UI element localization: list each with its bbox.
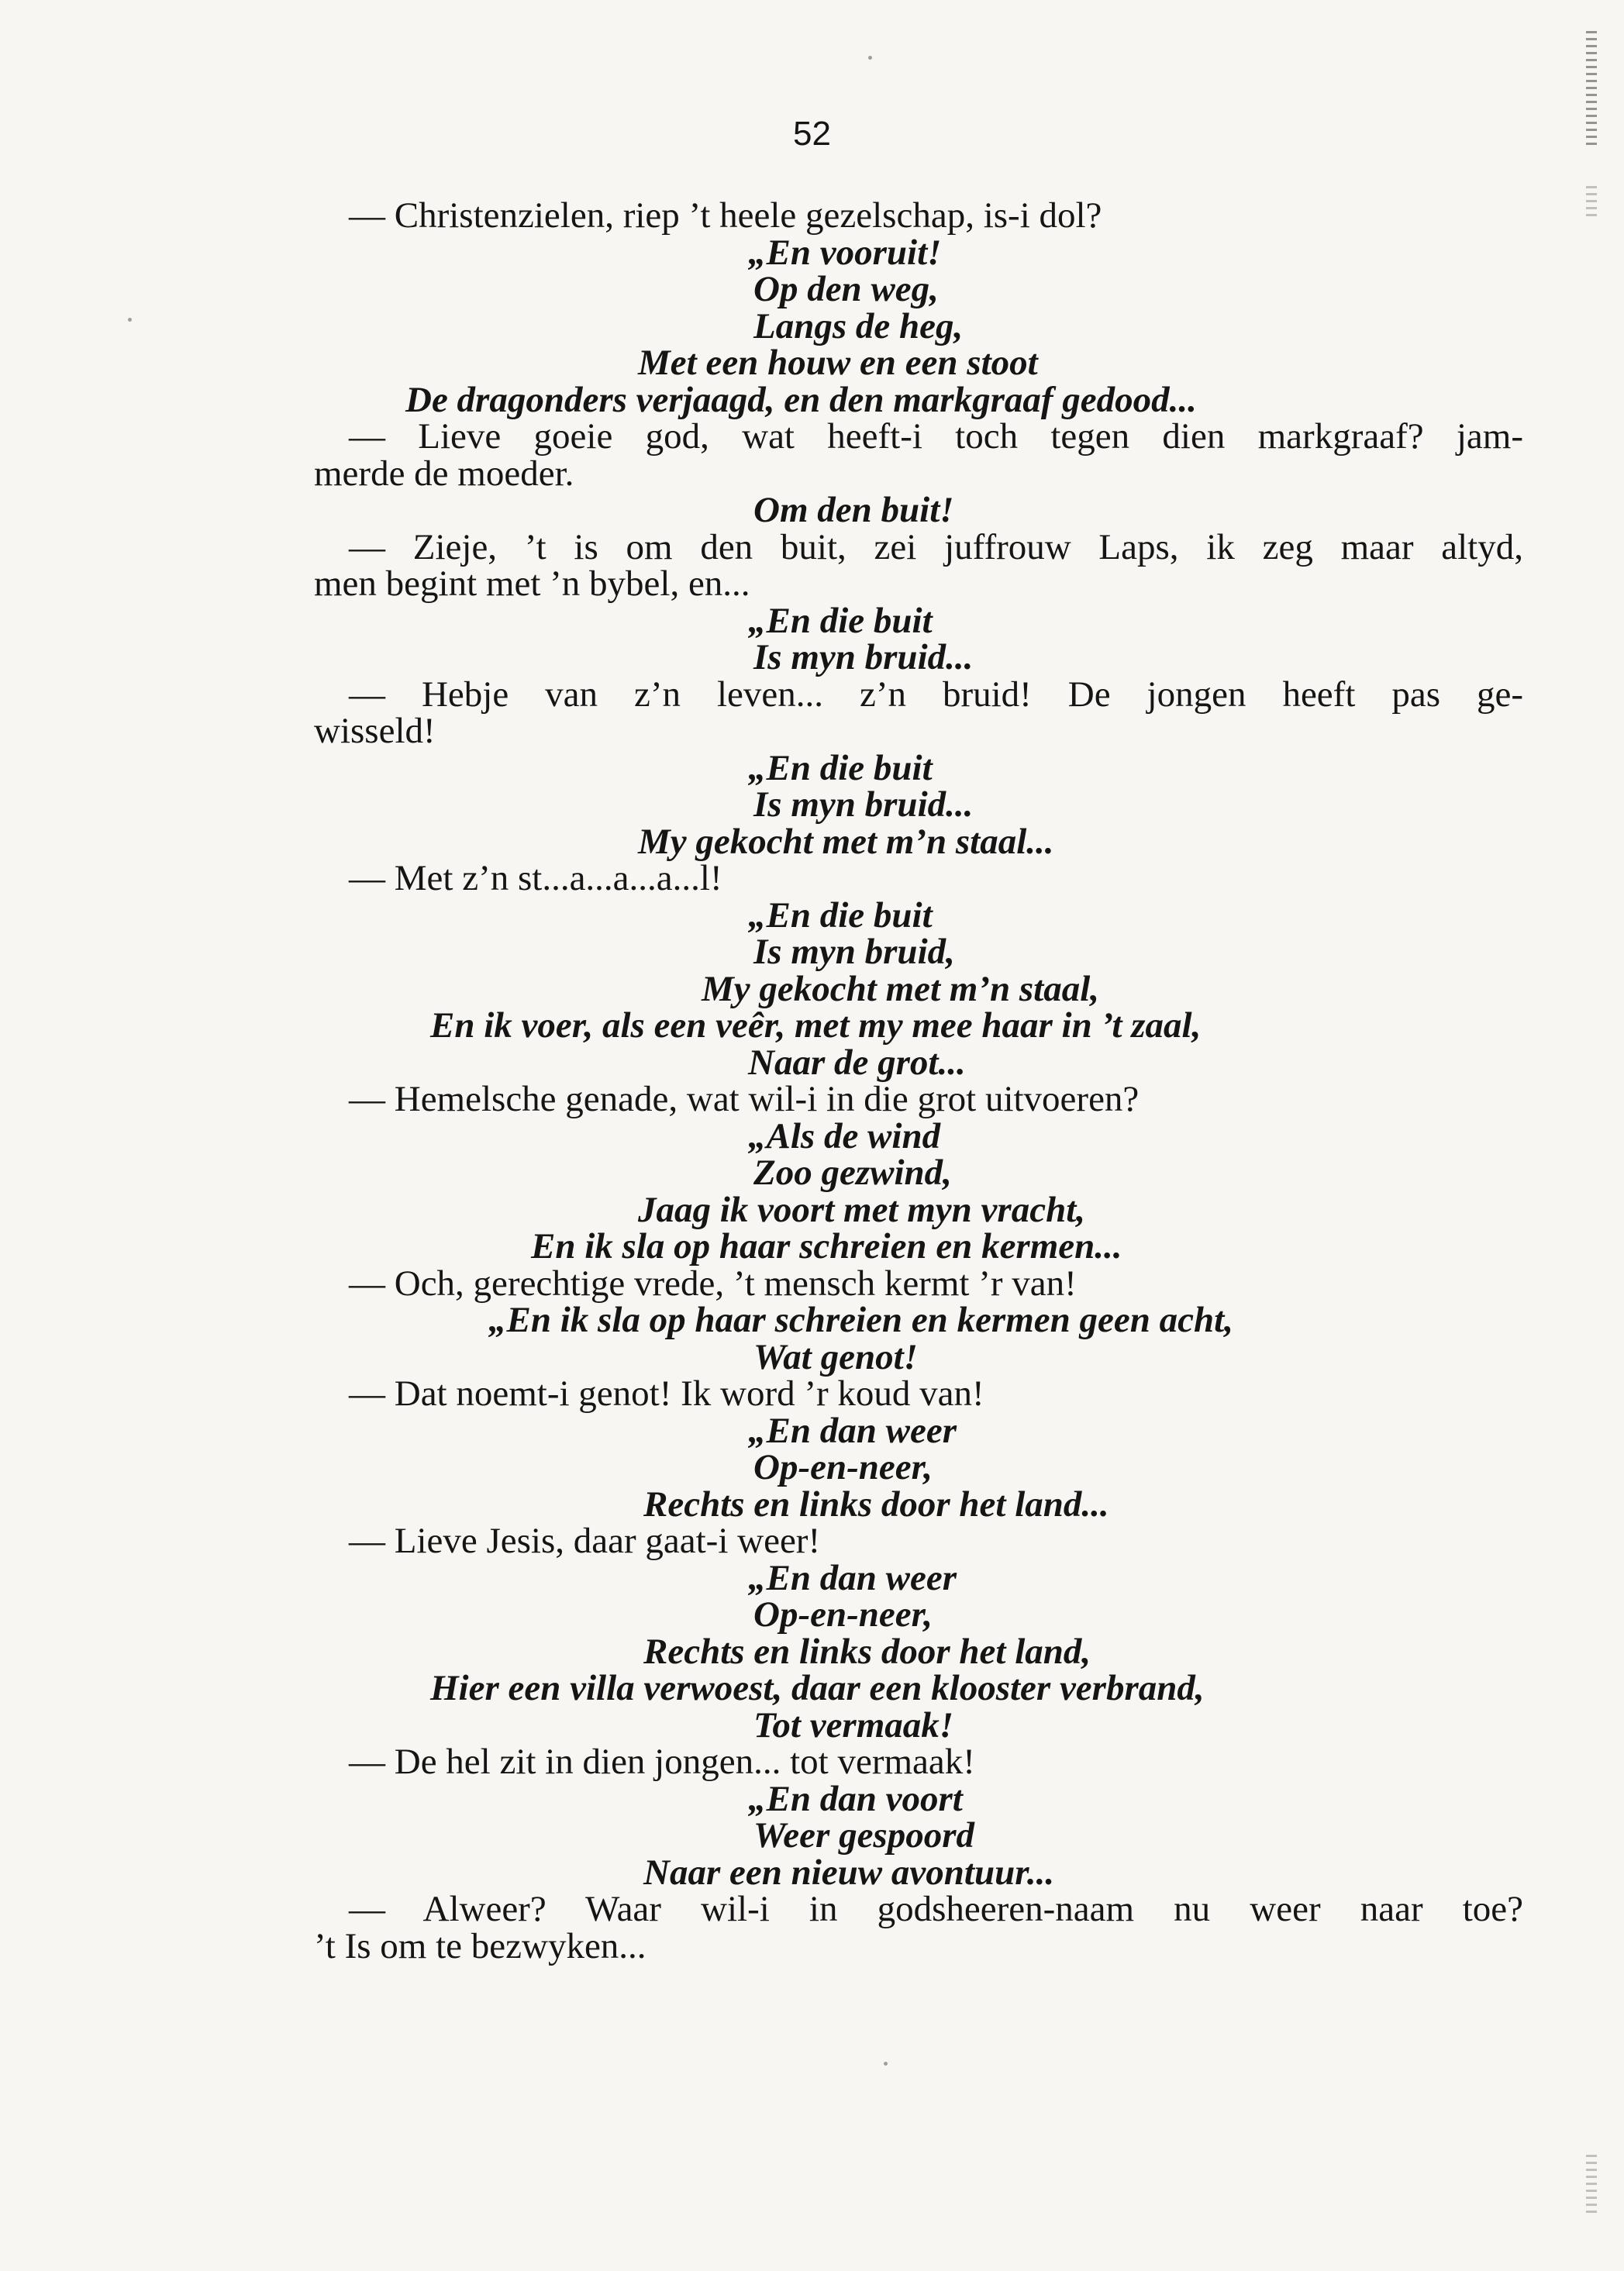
verse-line: „Als de wind [748, 1115, 941, 1156]
prose-line: — Lieve goeie god, wat heeft-i toch tegen dien markgraaf? jam- [349, 416, 1523, 457]
prose-line: — Christenzielen, riep ’t heele gezelschap, is-i dol? [349, 195, 1102, 236]
prose-line: — Dat noemt-i genot! Ik word ’r koud van! [349, 1373, 984, 1414]
verse-line: En ik sla op haar schreien en kermen... [531, 1226, 1122, 1266]
verse-line: Hier een villa verwoest, daar een klooster verbrand, [430, 1668, 1205, 1708]
verse-line: „En die buit [748, 894, 933, 936]
verse-line: Naar een nieuw avontuur... [643, 1852, 1055, 1893]
page-text [314, 195, 1523, 1966]
verse-line: „En die buit [748, 747, 933, 788]
verse-line: My gekocht met m’n staal, [702, 968, 1100, 1009]
prose-line: — Hemelsche genade, wat wil-i in die grot uitvoeren? [349, 1079, 1140, 1119]
verse-line: My gekocht met m’n staal... [638, 821, 1054, 862]
page-number: 52 [793, 115, 831, 153]
verse-line: Rechts en links door het land, [643, 1631, 1091, 1672]
verse-line: En ik voer, als een veêr, met my mee haar in ’t zaal, [430, 1005, 1202, 1046]
prose-line: — Met z’n st...a...a...a...l! [349, 858, 722, 898]
verse-line: Rechts en links door het land... [643, 1484, 1109, 1525]
prose-line: merde de moeder. [314, 453, 574, 494]
verse-line: Jaag ik voort met myn vracht, [638, 1189, 1086, 1230]
scan-speck [128, 318, 132, 322]
verse-line: „En dan weer [748, 1410, 957, 1451]
verse-line: Op den weg, [753, 269, 939, 309]
verse-line: Is myn bruid... [753, 784, 974, 825]
verse-line: Met een houw en een stoot [638, 343, 1038, 383]
prose-line: — Lieve Jesis, daar gaat-i weer! [349, 1521, 821, 1561]
scan-speck [884, 2062, 888, 2066]
verse-line: „En ik sla op haar schreien en kermen geen acht, [488, 1300, 1233, 1340]
verse-line: „En vooruit! [748, 232, 942, 273]
verse-line: Zoo gezwind, [753, 1153, 952, 1193]
verse-line: „En dan weer [748, 1557, 957, 1598]
verse-line: De dragonders verjaagd, en den markgraaf gedood... [405, 379, 1197, 420]
verse-line: Weer gespoord [753, 1815, 975, 1856]
prose-line: men begint met ’n bybel, en... [314, 563, 750, 604]
verse-line: Is myn bruid, [753, 932, 955, 972]
edge-scan-marks [1586, 2155, 1597, 2217]
prose-line: — Zieje, ’t is om den buit, zei juffrouw Laps, ik zeg maar altyd, [349, 526, 1523, 567]
prose-line: wisseld! [314, 711, 436, 751]
prose-line: — Hebje van z’n leven... z’n bruid! De jongen heeft pas ge- [349, 674, 1523, 715]
edge-scan-marks [1586, 186, 1597, 217]
scan-speck [868, 56, 872, 60]
verse-line: „En dan voort [748, 1778, 963, 1819]
verse-line: Langs de heg, [753, 305, 964, 346]
prose-line: ’t Is om te bezwyken... [314, 1925, 646, 1966]
verse-line: Wat genot! [753, 1336, 918, 1377]
verse-line: „En die buit [748, 600, 933, 641]
verse-line: Naar de grot... [748, 1042, 966, 1083]
prose-line: — Alweer? Waar wil-i in godsheeren-naam nu weer naar toe? [349, 1889, 1523, 1929]
verse-line: Om den buit! [753, 490, 954, 530]
verse-line: Is myn bruid... [753, 637, 974, 677]
verse-line: Op-en-neer, [753, 1447, 933, 1487]
prose-line: — De hel zit in dien jongen... tot vermaak! [349, 1742, 975, 1782]
verse-line: Tot vermaak! [753, 1704, 954, 1745]
prose-line: — Och, gerechtige vrede, ’t mensch kermt ’r van! [349, 1263, 1077, 1304]
verse-line: Op-en-neer, [753, 1594, 933, 1635]
